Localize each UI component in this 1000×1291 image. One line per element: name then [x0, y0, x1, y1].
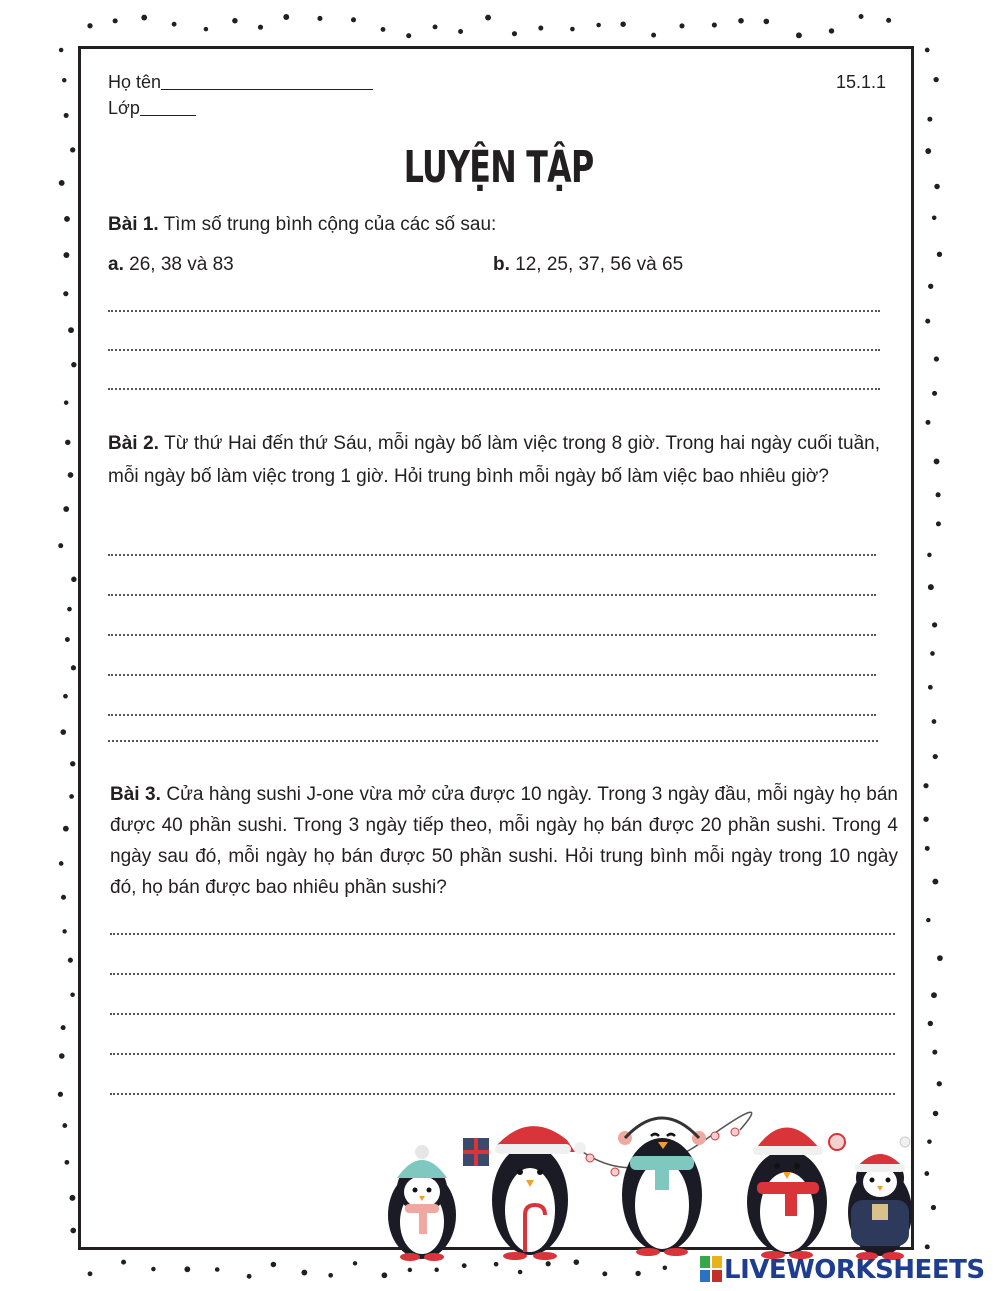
answer-line[interactable]	[110, 1093, 895, 1095]
penguin-red-scarf-icon	[747, 1127, 845, 1259]
border-dot	[67, 607, 72, 612]
exercise-1-label: Bài 1.	[108, 214, 159, 235]
border-dot	[283, 14, 289, 20]
border-dot	[382, 1272, 388, 1278]
penguins-illustration	[375, 1100, 920, 1262]
border-dot	[71, 577, 76, 582]
name-label: Họ tên	[108, 72, 162, 92]
border-dot	[932, 215, 937, 220]
border-dot	[58, 543, 63, 548]
border-dot	[712, 22, 717, 27]
border-dot	[433, 24, 438, 29]
answer-line[interactable]	[110, 1053, 895, 1055]
border-dot	[65, 637, 70, 642]
border-dot	[87, 23, 92, 28]
border-dot	[859, 14, 864, 19]
border-dot	[937, 1081, 942, 1086]
answer-line[interactable]	[108, 714, 876, 716]
border-dot	[458, 29, 463, 34]
liveworksheets-logo[interactable]	[700, 1255, 985, 1285]
border-dot	[932, 879, 938, 885]
border-dot	[933, 754, 938, 759]
border-dot	[485, 15, 491, 21]
answer-line[interactable]	[108, 740, 878, 742]
border-dot	[59, 180, 65, 186]
border-dot	[925, 319, 930, 324]
page-title: LUYỆN TẬP	[403, 142, 594, 193]
border-dot	[65, 1160, 70, 1165]
border-dot	[602, 1271, 607, 1276]
border-dot	[63, 252, 69, 258]
border-dot	[247, 1274, 252, 1279]
border-dot	[215, 1267, 220, 1272]
border-dot	[59, 48, 64, 53]
penguin-red-hat-icon	[463, 1126, 586, 1260]
answer-line[interactable]	[108, 674, 876, 676]
border-dot	[886, 18, 891, 23]
border-dot	[68, 327, 74, 333]
exercise-1a-label: a.	[108, 254, 124, 275]
border-dot	[351, 17, 356, 22]
border-dot	[936, 492, 941, 497]
border-dot	[512, 31, 517, 36]
border-dot	[328, 1273, 333, 1278]
border-dot	[932, 622, 937, 627]
border-dot	[406, 33, 411, 38]
border-dot	[663, 1265, 668, 1270]
exercise-1b	[493, 248, 683, 281]
answer-line[interactable]	[110, 973, 895, 975]
border-dot	[62, 1123, 67, 1128]
border-dot	[928, 584, 934, 590]
border-dot	[796, 32, 802, 38]
border-dot	[923, 783, 928, 788]
border-dot	[926, 918, 930, 922]
border-dot	[518, 1270, 523, 1275]
border-dot	[651, 33, 656, 38]
border-dot	[937, 955, 943, 961]
border-dot	[934, 459, 940, 465]
border-dot	[62, 78, 66, 82]
answer-line[interactable]	[110, 1013, 895, 1015]
border-dot	[60, 729, 66, 735]
answer-line[interactable]	[108, 554, 876, 556]
border-dot	[932, 391, 937, 396]
border-dot	[68, 958, 73, 963]
border-dot	[69, 1195, 75, 1201]
border-dot	[570, 27, 575, 32]
border-dot	[353, 1261, 357, 1265]
border-dot	[764, 19, 770, 25]
border-dot	[65, 440, 70, 445]
penguin-earmuffs-icon	[618, 1118, 706, 1256]
border-dot	[204, 27, 209, 32]
exercise-1a-text: 26, 38 và 83	[129, 254, 234, 275]
exercise-2-label: Bài 2.	[108, 433, 159, 454]
border-dot	[934, 356, 939, 361]
border-dot	[63, 826, 69, 832]
border-dot	[937, 252, 942, 257]
border-dot	[829, 28, 834, 33]
border-dot	[928, 284, 933, 289]
exercise-3-label: Bài 3.	[110, 784, 161, 805]
brand-name: LIVEWORKSHEETS	[724, 1255, 985, 1285]
border-dot	[620, 22, 625, 27]
border-dot	[738, 18, 744, 24]
class-field[interactable]	[108, 98, 196, 119]
exercise-1b-text: 12, 25, 37, 56 và 65	[515, 254, 684, 275]
border-dot	[172, 22, 177, 27]
exercise-3-text: Cửa hàng sushi J-one vừa mở cửa được 10 ngày. Trong 3 ngày đầu, mỗi ngày họ bán được 40 phần sushi. Trong 3 ngày tiếp theo, mỗi ngày họ bán được 20 phần sushi. Trong 4 ngày sau đó, mỗi ngày họ bán được 50 phần sushi. Hỏi trung bình mỗi ngày trong 10 ngày đó, họ bán được bao nhiêu phần sushi?	[110, 784, 898, 898]
border-dot	[932, 719, 937, 724]
border-dot	[70, 1228, 76, 1234]
exercise-1-text: Tìm số trung bình cộng của các số sau:	[163, 214, 497, 235]
border-dot	[925, 1244, 930, 1249]
border-dot	[301, 1270, 307, 1276]
exercise-2-prompt	[108, 427, 880, 493]
border-dot	[121, 1260, 126, 1265]
exercise-1-prompt	[108, 208, 888, 241]
border-dot	[68, 472, 74, 478]
border-dot	[59, 1053, 65, 1059]
border-dot	[184, 1266, 190, 1272]
border-dot	[927, 1139, 932, 1144]
answer-line[interactable]	[108, 634, 876, 636]
border-dot	[62, 929, 66, 933]
border-dot	[494, 1262, 499, 1267]
answer-line[interactable]	[108, 349, 880, 351]
exercise-2-text: Từ thứ Hai đến thứ Sáu, mỗi ngày bố làm việc trong 8 giờ. Trong hai ngày cuối tuần, mỗi ngày bố làm việc trong 1 giờ. Hỏi trung bình mỗi ngày bố làm việc bao nhiêu giờ?	[108, 433, 880, 487]
border-dot	[538, 26, 543, 31]
border-dot	[271, 1262, 277, 1268]
border-dot	[151, 1267, 156, 1272]
border-dot	[434, 1268, 439, 1273]
border-dot	[923, 817, 928, 822]
border-dot	[679, 23, 684, 28]
border-dot	[64, 113, 69, 118]
penguin-sweater-icon	[848, 1137, 912, 1260]
border-dot	[381, 27, 386, 32]
border-dot	[70, 992, 75, 997]
border-dot	[258, 25, 263, 30]
border-dot	[933, 1111, 939, 1117]
border-dot	[64, 216, 70, 222]
answer-line[interactable]	[108, 388, 880, 390]
border-dot	[925, 148, 931, 154]
border-dot	[924, 1171, 929, 1176]
border-dot	[70, 147, 75, 152]
exercise-3-prompt	[110, 779, 898, 903]
worksheet-code: 15.1.1	[836, 72, 887, 92]
border-dot	[63, 694, 68, 699]
border-dot	[927, 553, 931, 557]
border-dot	[925, 48, 930, 53]
exercise-1a	[108, 248, 234, 281]
exercise-1b-label: b.	[493, 254, 510, 275]
border-dot	[635, 1271, 640, 1276]
border-dot	[71, 665, 76, 670]
border-dot	[934, 184, 940, 190]
border-dot	[927, 117, 932, 122]
border-dot	[64, 400, 69, 405]
border-dot	[59, 861, 64, 866]
border-dot	[930, 651, 935, 656]
border-dot	[63, 506, 69, 512]
answer-line[interactable]	[110, 933, 895, 935]
border-dot	[928, 685, 933, 690]
border-dot	[58, 1092, 63, 1097]
class-label: Lớp	[108, 98, 140, 118]
border-dot	[936, 521, 941, 526]
border-dot	[61, 895, 66, 900]
liveworksheets-logo-icon	[700, 1256, 722, 1282]
border-dot	[63, 291, 68, 296]
border-dot	[113, 18, 118, 23]
border-dot	[928, 1021, 933, 1026]
border-dot	[925, 846, 930, 851]
border-dot	[88, 1271, 93, 1276]
border-dot	[925, 420, 930, 425]
border-dot	[61, 1025, 66, 1030]
border-dot	[596, 23, 601, 28]
answer-line[interactable]	[108, 310, 880, 312]
border-dot	[932, 1050, 937, 1055]
penguin-teal-hat-icon	[388, 1145, 456, 1261]
border-dot	[462, 1263, 467, 1268]
border-dot	[317, 16, 322, 21]
name-field[interactable]	[108, 72, 373, 93]
border-dot	[933, 77, 938, 82]
border-dot	[141, 15, 147, 21]
border-dot	[931, 1205, 936, 1210]
border-dot	[69, 794, 74, 799]
border-dot	[931, 992, 937, 998]
border-dot	[70, 761, 75, 766]
border-dot	[408, 1268, 412, 1272]
border-dot	[71, 362, 76, 367]
border-dot	[232, 18, 237, 23]
answer-line[interactable]	[108, 594, 876, 596]
